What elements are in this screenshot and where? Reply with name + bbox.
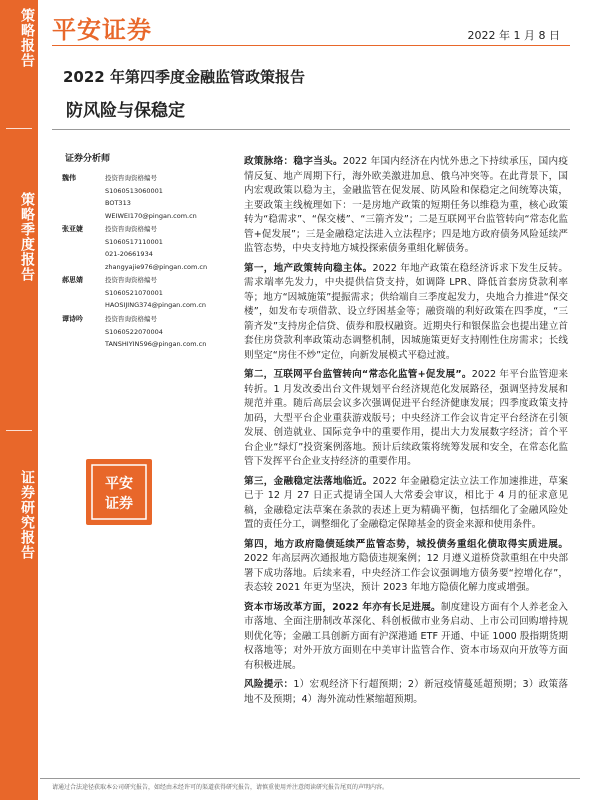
analyst-info	[105, 274, 206, 312]
paragraph-lead: 第一，地产政策转向稳主体。	[244, 262, 373, 274]
report-date: 2022 年 1 月 8 日	[467, 29, 560, 42]
analysts-heading: 证券分析师	[65, 154, 111, 164]
title-divider	[52, 129, 570, 130]
report-body	[244, 155, 568, 712]
analyst-info	[105, 172, 197, 222]
analyst-info-line: S1060522070004	[105, 327, 163, 336]
paragraph-text: 2022 年国内经济在内忧外患之下持续承压，国内疫情反复、地产周期下行，海外欧美激进加息、俄乌冲突等。在此背景下，国内宏观政策以稳为主，金融监管在促发展、防风险和保稳定之间统筹决策，主要政策主线梳理如下：一是房地产政策的短期任务以维稳为重，核心政策转为“稳需求”、“保交楼”、“三箭齐发”；二是互联网平台监管转向“常态化监管+促发展”；三是金融稳定法进入立法程序；四是地方政府债务风险延续严监管态势，中央支持地方城投探索债务重组化解债务。	[244, 156, 568, 254]
risk-warning	[244, 678, 568, 707]
report-subtitle: 防风险与保稳定	[66, 101, 185, 121]
analyst-info-line: 投资咨询资格编号	[105, 174, 157, 182]
sidebar-label-quarterly: 策略季度报告	[19, 192, 35, 282]
analyst-name: 郝思婧	[62, 276, 83, 284]
footer-disclaimer: 请通过合法途径获取本公司研究报告，如经由未经许可的渠道获得研究报告，请慎重使用并注意阅读研究报告尾页的声明内容。	[52, 784, 389, 791]
paragraph-text: 2022 年平台监管迎来转折。1 月发改委出台文件规划平台经济规范化发展路径，强调坚持发展和规范并重。随后高层会议多次强调促进平台经济健康发展；四季度政策支持加码，大型平台企业重获游戏版号；中央经济工作会议肯定平台经济在引领发展、创造就业、国际竞争中的重要作用，提出大力发展数字经济；首个平台企业“绿灯”投资案例落地。预计后续政策将统筹发展和安全，在常态化监管下发挥平台企业支持经济的重要作用。	[244, 369, 568, 467]
stamp-background	[86, 459, 152, 525]
body-paragraph	[244, 262, 568, 364]
analyst-info-line: 投资咨询资格编号	[105, 315, 157, 323]
analyst-info-line: S1060521070001	[105, 288, 163, 297]
analyst-email[interactable]: HAOSIJING374@pingan.com.cn	[105, 301, 207, 309]
footer-divider	[40, 778, 580, 779]
analyst-info-line: S1060513060001	[105, 186, 163, 195]
paragraph-lead: 风险提示：	[244, 679, 294, 690]
header-divider	[52, 45, 570, 46]
analyst-info	[105, 313, 206, 351]
paragraph-text: 1）宏观经济下行超预期；2）新冠疫情蔓延超预期；3）政策落地不及预期；4）海外流动性紧缩超预期。	[244, 679, 569, 705]
analyst-info-line: 021-20661934	[105, 250, 153, 258]
body-paragraph	[244, 475, 568, 533]
body-paragraph	[244, 601, 568, 674]
paragraph-lead: 政策脉络：稳字当头。	[244, 156, 343, 167]
analyst-info-line: 投资咨询资格编号	[105, 225, 157, 233]
body-paragraph	[244, 155, 568, 257]
analyst-email[interactable]: zhangyajie976@pingan.com.cn	[105, 262, 208, 271]
analyst-info	[105, 223, 207, 273]
analyst-info-line: BOT313	[105, 199, 131, 207]
analyst-name: 张亚婕	[62, 225, 83, 233]
sidebar-label-research: 证券研究报告	[19, 470, 35, 560]
paragraph-text: 2022 年高层两次通报地方隐债违规案例；12 月遵义道桥贷款重组在中央部署下成功落地。后续来看，中央经济工作会议强调地方债务要“控增化存”，表态较 2021 年更为坚决，预计 2023 年地方隐债化解力度或增强。	[244, 553, 568, 593]
paragraph-lead: 第三，金融稳定法落地临近。	[244, 475, 373, 487]
paragraph-lead: 资本市场改革方面，2022 年亦有长足进展。	[244, 601, 441, 613]
body-paragraph	[244, 368, 568, 470]
analyst-info-line: 投资咨询资格编号	[105, 276, 157, 284]
body-paragraph	[244, 538, 568, 596]
sidebar-divider	[6, 128, 32, 129]
sidebar-label-report-type: 策略报告	[19, 8, 35, 68]
paragraph-text: 2022 年金融稳定法立法工作加速推进，草案已于 12 月 27 日正式提请全国人大常委会审议，相比于 4 月的征求意见稿，金融稳定法草案在条款的表述上更为精确平衡，包括细化了金融风险处置的责任分工，调整细化了金融稳定保障基金的资金来源和使用条件。	[244, 475, 568, 530]
analyst-email[interactable]: TANSHIYIN596@pingan.com.cn	[105, 340, 207, 348]
analyst-name: 魏伟	[62, 174, 76, 182]
stamp-text-bottom: 证券	[105, 496, 133, 512]
sidebar	[0, 0, 38, 800]
paragraph-text: 制度建设方面有个人养老金入市落地、全面注册制改革深化、科创板做市业务启动、上市公司回购增持规则优化等；金融工具创新方面有沪深港通 ETF 开通、中证 1000 股指期货期权落地等；对外开放方面则在中美审计监管合作、资本市场双向开放等方面有积极进展。	[244, 601, 569, 671]
paragraph-lead: 第二，互联网平台监管转向“常态化监管+促发展”。	[244, 369, 472, 380]
stamp-text-top: 平安	[105, 476, 133, 492]
qr-stamp	[84, 457, 154, 527]
company-logo: 平安证券	[52, 16, 152, 44]
paragraph-text: 2022 年地产政策在稳经济诉求下发生反转。需求端率先发力，中央提供信贷支持，如调降 LPR、降低首套房贷款利率等；地方“因城施策”提振需求；供给端自三季度起发力，央地合力推进“保交楼”，如发布专项借款、设立纾困基金等；融资端的利好政策在四季度，“三箭齐发”支持房企信贷、债券和股权融资。近期央行和银保监会也提出建立首套住房贷款利率政策动态调整机制，因城施策更好支持刚性住房需求；长线则坚定“房住不炒”定位，向新发展模式平稳过渡。	[244, 262, 568, 361]
paragraph-lead: 第四，地方政府隐债延续严监管态势，城投债务重组化债取得实质进展。	[244, 538, 568, 550]
analyst-email[interactable]: WEIWEI170@pingan.com.cn	[105, 211, 197, 220]
analyst-info-line: S1060517110001	[105, 237, 163, 246]
sidebar-divider	[6, 430, 32, 431]
report-title: 2022 年第四季度金融监管政策报告	[63, 68, 305, 86]
analyst-name: 谭诗吟	[62, 315, 83, 323]
